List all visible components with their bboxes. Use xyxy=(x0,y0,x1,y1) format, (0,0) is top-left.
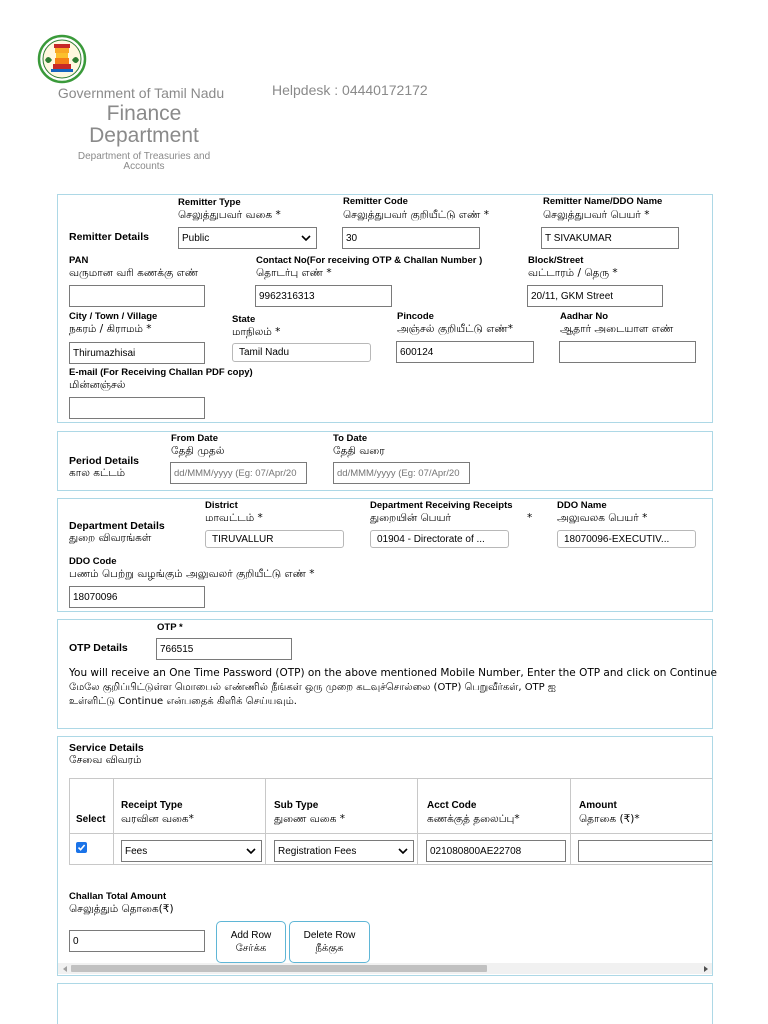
chevron-down-icon xyxy=(396,844,410,858)
pan-input[interactable] xyxy=(69,285,205,307)
col-amount-label-tamil: தொகை (₹)* xyxy=(579,813,640,825)
ddo-code-input[interactable] xyxy=(69,586,205,608)
table-header-select xyxy=(69,778,114,834)
state-label-tamil: மாநிலம் * xyxy=(232,326,281,338)
pincode-label-tamil: அஞ்சல் குறியீட்டு எண்* xyxy=(397,323,513,335)
helpdesk-number: Helpdesk : 04440172172 xyxy=(272,82,428,98)
service-section-title-tamil: சேவை விவரம் xyxy=(69,754,142,766)
receiving-receipts-label: Department Receiving Receipts xyxy=(370,500,513,511)
remitter-type-select[interactable] xyxy=(178,227,317,249)
amount-input[interactable] xyxy=(578,840,712,862)
ddo-name-label-tamil: அலுவலக பெயர் * xyxy=(557,512,648,524)
aadhar-input[interactable] xyxy=(559,341,696,363)
receipt-type-value: Fees xyxy=(125,845,148,857)
city-label: City / Town / Village xyxy=(69,311,158,322)
contact-label: Contact No(For receiving OTP & Challan Number ) xyxy=(256,255,483,266)
dept-title-line1: Finance xyxy=(106,102,182,125)
challan-total-input[interactable] xyxy=(69,930,205,952)
chevron-down-icon xyxy=(244,844,258,858)
scroll-right-arrow-icon[interactable] xyxy=(700,963,710,974)
to-date-label: To Date xyxy=(333,433,368,444)
contact-number-input[interactable] xyxy=(255,285,392,307)
city-input[interactable] xyxy=(69,342,205,364)
remitter-name-input[interactable] xyxy=(541,227,679,249)
pan-label: PAN xyxy=(69,255,89,266)
chevron-down-icon xyxy=(299,231,313,245)
city-label-tamil: நகரம் / கிராமம் * xyxy=(69,323,152,335)
to-date-label-tamil: தேதி வரை xyxy=(333,445,385,457)
remitter-name-label-tamil: செலுத்துபவர் பெயர் * xyxy=(543,209,650,221)
remitter-code-input[interactable] xyxy=(342,227,480,249)
dept-title-line2: Department xyxy=(89,124,199,147)
district-input[interactable] xyxy=(205,530,344,548)
block-street-label-tamil: வட்டாரம் / தெரு * xyxy=(528,267,618,279)
challan-total-label: Challan Total Amount xyxy=(69,891,167,902)
remitter-type-label: Remitter Type xyxy=(178,197,241,208)
acct-code-input[interactable] xyxy=(426,840,566,862)
otp-note-english: You will receive an One Time Password (OTP) on the above mentioned Mobile Number, Enter the OTP and click on Continue xyxy=(69,667,717,679)
from-date-input[interactable] xyxy=(170,462,307,484)
department-section-title: Department Details xyxy=(69,520,165,532)
col-select-label: Select xyxy=(76,814,106,825)
district-label: District xyxy=(205,500,238,511)
from-date-label: From Date xyxy=(171,433,218,444)
remitter-name-label: Remitter Name/DDO Name xyxy=(543,196,663,207)
remitter-code-label: Remitter Code xyxy=(343,196,408,207)
pan-label-tamil: வருமான வரி கணக்கு எண் xyxy=(69,267,199,279)
receiving-receipts-required-star: * xyxy=(527,512,533,524)
remitter-code-label-tamil: செலுத்துபவர் குறியீட்டு எண் * xyxy=(343,209,489,221)
aadhar-label: Aadhar No xyxy=(560,311,609,322)
period-section-title: Period Details xyxy=(69,455,140,467)
horizontal-scrollbar[interactable] xyxy=(58,963,712,974)
ddo-name-input[interactable] xyxy=(557,530,696,548)
aadhar-label-tamil: ஆதார் அடையாள எண் xyxy=(560,323,674,335)
challan-total-label-tamil: செலுத்தும் தொகை(₹) xyxy=(69,903,174,915)
col-receipt-type-label: Receipt Type xyxy=(121,800,183,811)
add-row-label-tamil: சேர்க்க xyxy=(235,943,267,954)
pincode-input[interactable] xyxy=(396,341,534,363)
col-acct-code-label-tamil: கணக்குத் தலைப்பு* xyxy=(427,813,520,825)
state-input[interactable] xyxy=(232,343,371,362)
remitter-section-title: Remitter Details xyxy=(69,231,149,243)
scroll-left-arrow-icon[interactable] xyxy=(60,963,70,974)
scrollbar-thumb[interactable] xyxy=(71,965,487,972)
add-row-button[interactable] xyxy=(216,921,286,963)
pincode-label: Pincode xyxy=(397,311,434,322)
delete-row-label: Delete Row xyxy=(303,930,356,941)
dept-subtitle-line2: Accounts xyxy=(123,161,165,172)
department-section-title-tamil: துறை விவரங்கள் xyxy=(69,532,152,544)
email-label: E-mail (For Receiving Challan PDF copy) xyxy=(69,367,253,378)
sub-type-select[interactable] xyxy=(274,840,414,862)
col-sub-type-label-tamil: துணை வகை * xyxy=(274,813,346,825)
from-date-label-tamil: தேதி முதல் xyxy=(171,445,225,457)
to-date-input[interactable] xyxy=(333,462,470,484)
dept-subtitle-line1: Department of Treasuries and xyxy=(77,151,211,162)
block-street-label: Block/Street xyxy=(528,255,584,266)
ddo-code-label: DDO Code xyxy=(69,556,117,567)
receipt-type-select[interactable] xyxy=(121,840,262,862)
otp-note-tamil-line1: மேலே குறிப்பிட்டுள்ள மொபைல் எண்ணில் நீங்கள் ஒரு முறை கடவுச்சொல்லை (OTP) பெறுவீர்கள், OTP ஐ xyxy=(69,682,556,693)
checkmark-icon xyxy=(77,843,86,852)
row-select-checkbox[interactable] xyxy=(76,842,87,853)
next-panel-partial xyxy=(57,983,713,1024)
email-input[interactable] xyxy=(69,397,205,419)
tn-emblem-logo xyxy=(36,34,88,84)
otp-note-tamil-line2: உள்ளிட்டு Continue என்பதைக் கிளிக் செய்யவும். xyxy=(69,696,297,707)
service-section-title: Service Details xyxy=(69,742,144,754)
govt-title: Government of Tamil Nadu xyxy=(57,85,225,101)
delete-row-button[interactable] xyxy=(289,921,370,963)
period-section-title-tamil: கால கட்டம் xyxy=(69,467,126,479)
email-label-tamil: மின்னஞ்சல் xyxy=(69,379,126,391)
add-row-label: Add Row xyxy=(230,930,272,941)
col-acct-code-label: Acct Code xyxy=(427,800,477,811)
ddo-code-label-tamil: பணம் பெற்று வழங்கும் அலுவலர் குறியீட்டு எண் * xyxy=(69,568,315,580)
receiving-receipts-label-tamil: துறையின் பெயர் xyxy=(370,512,451,524)
district-label-tamil: மாவட்டம் * xyxy=(205,512,263,524)
remitter-type-label-tamil: செலுத்துபவர் வகை * xyxy=(178,209,281,221)
state-label: State xyxy=(232,314,256,325)
col-receipt-type-label-tamil: வரவின வகை* xyxy=(121,813,194,825)
otp-section-title: OTP Details xyxy=(69,642,128,654)
remitter-type-value: Public xyxy=(182,232,210,244)
col-sub-type-label: Sub Type xyxy=(274,800,319,811)
ddo-name-label: DDO Name xyxy=(557,500,607,511)
col-amount-label: Amount xyxy=(579,800,617,811)
receiving-receipts-input[interactable] xyxy=(370,530,509,548)
otp-label: OTP * xyxy=(157,622,183,633)
sub-type-value: Registration Fees xyxy=(278,845,357,857)
block-street-input[interactable] xyxy=(527,285,663,307)
otp-input[interactable] xyxy=(156,638,292,660)
delete-row-label-tamil: நீக்குக xyxy=(315,943,344,954)
contact-label-tamil: தொடர்பு எண் * xyxy=(256,267,332,279)
